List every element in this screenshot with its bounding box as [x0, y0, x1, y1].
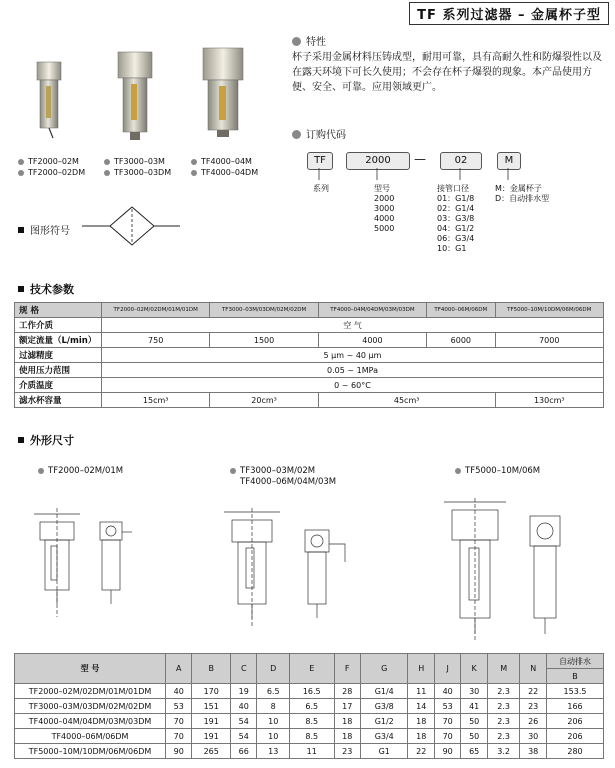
table-cell: 166: [547, 699, 604, 714]
model-label: 型号: [374, 184, 390, 193]
spec-value: 750: [102, 333, 210, 348]
table-cell: 8.5: [289, 729, 334, 744]
table-cell: 206: [547, 729, 604, 744]
port-item: 03：G3/8: [437, 214, 475, 223]
dim-header-cell: B: [192, 654, 231, 684]
table-cell: 50: [461, 714, 487, 729]
table-cell: 70: [434, 729, 460, 744]
spec-value: 15cm³: [102, 393, 210, 408]
table-cell: 41: [461, 699, 487, 714]
table-cell: 10: [257, 714, 290, 729]
product-caption-2: [104, 156, 171, 178]
spec-label: 使用压力范围: [15, 363, 102, 378]
drawing-label-1: TF2000–02M/01M: [38, 466, 123, 477]
model-list: [374, 184, 394, 234]
cup-item: M：金属杯子: [495, 184, 542, 193]
spec-header-cell: 规 格: [15, 303, 102, 318]
spec-header-cell: TF3000–03M/03DM/02M/02DM: [210, 303, 318, 318]
spec-row-flow: [15, 333, 604, 348]
spec-table: [14, 302, 604, 408]
table-cell: G3/8: [360, 699, 408, 714]
table-cell: 70: [166, 714, 192, 729]
spec-row-medium: [15, 318, 604, 333]
table-cell: 2.3: [487, 684, 520, 699]
dim-header-cell: J: [434, 654, 460, 684]
table-cell: 153.5: [547, 684, 604, 699]
dim-header-cell: M: [487, 654, 520, 684]
dimensions-table: [14, 653, 604, 759]
port-item: 04：G1/2: [437, 224, 475, 233]
spec-label: 介质温度: [15, 378, 102, 393]
table-row: [15, 699, 604, 714]
table-cell: 206: [547, 714, 604, 729]
product-model-a: TF3000–03M: [114, 157, 165, 166]
spec-row-pressure: [15, 363, 604, 378]
table-cell: TF4000–06M/06DM: [15, 729, 166, 744]
spec-header-row: [15, 303, 604, 318]
table-cell: 18: [408, 729, 434, 744]
spec-value: 130cm³: [495, 393, 603, 408]
port-item: 06：G3/4: [437, 234, 475, 243]
spec-value: 0 ~ 60°C: [102, 378, 604, 393]
product-caption-1: [18, 156, 85, 178]
product-caption-3: [191, 156, 258, 178]
table-cell: 53: [166, 699, 192, 714]
model-item: 3000: [374, 204, 395, 213]
table-cell: 6.5: [289, 699, 334, 714]
dim-header-cell: K: [461, 654, 487, 684]
product-model-b: TF4000–04DM: [201, 168, 259, 177]
table-cell: 16.5: [289, 684, 334, 699]
product-model-a: TF4000–04M: [201, 157, 252, 166]
table-row: [15, 714, 604, 729]
table-cell: 11: [408, 684, 434, 699]
table-cell: 2.3: [487, 729, 520, 744]
dimensions-heading: 外形尺寸: [18, 432, 74, 448]
table-cell: 40: [166, 684, 192, 699]
port-item: 02：G1/4: [437, 204, 475, 213]
dim-header-cell: C: [231, 654, 257, 684]
filter-symbol-icon: [82, 205, 182, 247]
dim-header-cell: D: [257, 654, 290, 684]
product-model-a: TF2000–02M: [28, 157, 79, 166]
spec-header-cell: TF2000–02M/02DM/01M/01DM: [102, 303, 210, 318]
spec-header-cell: TF4000–04M/04DM/03M/03DM: [318, 303, 426, 318]
code-connector-lines: [300, 168, 530, 182]
table-cell: 22: [520, 684, 547, 699]
product-model-b: TF3000–03DM: [114, 168, 172, 177]
table-cell: 28: [334, 684, 360, 699]
model-item: 2000: [374, 194, 395, 203]
code-box-cup: M: [497, 152, 521, 170]
table-cell: G1: [360, 744, 408, 759]
spec-value: 4000: [318, 333, 426, 348]
table-cell: 90: [166, 744, 192, 759]
dim-header-cell: E: [289, 654, 334, 684]
spec-value: 5 μm ~ 40 μm: [102, 348, 604, 363]
features-text: 杯子采用金属材料压铸成型，耐用可靠，具有高耐久性和防爆裂性以及在露天环境下可长久使用；不会存在杯子爆裂的现象。本产品使用方便、安全、可靠。应用领域更广。: [292, 52, 602, 93]
spec-header-cell: TF4000–06M/06DM: [427, 303, 495, 318]
order-code-heading: 订购代码: [292, 126, 346, 141]
dim-header-cell: N: [520, 654, 547, 684]
dim-header-cell: H: [408, 654, 434, 684]
code-box-model: 2000: [346, 152, 410, 170]
drawing-tf3000-tf4000: [224, 508, 345, 627]
table-cell: 170: [192, 684, 231, 699]
table-cell: TF3000–03M/03DM/02M/02DM: [15, 699, 166, 714]
dim-header-cell: F: [334, 654, 360, 684]
table-cell: 30: [461, 684, 487, 699]
table-cell: 8: [257, 699, 290, 714]
table-cell: 22: [408, 744, 434, 759]
port-item: 10：G1: [437, 244, 467, 253]
table-cell: 23: [520, 699, 547, 714]
series-label: 系列: [313, 184, 329, 193]
dim-header-row: [15, 654, 604, 669]
spec-value: 45cm³: [318, 393, 495, 408]
dim-header-cell: B: [547, 669, 604, 684]
table-cell: 8.5: [289, 714, 334, 729]
code-box-series: TF: [307, 152, 333, 170]
drawing-tf2000: [34, 508, 132, 617]
table-cell: 54: [231, 729, 257, 744]
spec-value: 空 气: [102, 318, 604, 333]
table-cell: TF2000–02M/02DM/01M/01DM: [15, 684, 166, 699]
product-photos: [20, 40, 260, 155]
table-cell: 40: [434, 684, 460, 699]
table-row: [15, 729, 604, 744]
table-cell: 66: [231, 744, 257, 759]
table-cell: 54: [231, 714, 257, 729]
table-cell: 18: [408, 714, 434, 729]
cup-item: D：自动排水型: [495, 194, 550, 203]
table-cell: 191: [192, 714, 231, 729]
spec-label: 过滤精度: [15, 348, 102, 363]
table-cell: 191: [192, 729, 231, 744]
table-cell: 17: [334, 699, 360, 714]
page-title: TF 系列过滤器 – 金属杯子型: [409, 2, 609, 25]
table-cell: 70: [434, 714, 460, 729]
dim-header-cell: G: [360, 654, 408, 684]
table-cell: TF4000–04M/04DM/03M/03DM: [15, 714, 166, 729]
spec-header-cell: TF5000–10M/10DM/06M/06DM: [495, 303, 603, 318]
table-cell: 265: [192, 744, 231, 759]
table-cell: 18: [334, 714, 360, 729]
spec-value: 7000: [495, 333, 603, 348]
table-cell: G1/2: [360, 714, 408, 729]
table-cell: 38: [520, 744, 547, 759]
drawing-label-2: TF3000–03M/02M TF4000–06M/04M/03M: [230, 466, 336, 488]
product-photo-tf4000: [203, 48, 243, 137]
table-cell: 70: [166, 729, 192, 744]
drawing-label-3: TF5000–10M/06M: [455, 466, 540, 477]
symbol-heading: 图形符号: [18, 222, 70, 237]
table-cell: 151: [192, 699, 231, 714]
code-box-port: 02: [440, 152, 482, 170]
spec-value: 6000: [427, 333, 495, 348]
table-cell: 19: [231, 684, 257, 699]
table-cell: 53: [434, 699, 460, 714]
table-row: [15, 684, 604, 699]
port-item: 01：G1/8: [437, 194, 475, 203]
table-row: [15, 744, 604, 759]
dim-header-cell: 型 号: [15, 654, 166, 684]
dim-header-cell: A: [166, 654, 192, 684]
product-photo-tf2000: [37, 62, 61, 138]
table-cell: 14: [408, 699, 434, 714]
spec-row-cup: [15, 393, 604, 408]
table-cell: 280: [547, 744, 604, 759]
dimension-drawings: [20, 492, 600, 642]
drawing-tf5000: [444, 498, 560, 640]
table-cell: 90: [434, 744, 460, 759]
table-cell: TF5000–10M/10DM/06M/06DM: [15, 744, 166, 759]
table-cell: 50: [461, 729, 487, 744]
spec-label: 滤水杯容量: [15, 393, 102, 408]
table-cell: 2.3: [487, 714, 520, 729]
table-cell: 10: [257, 729, 290, 744]
model-item: 4000: [374, 214, 395, 223]
dim-header-cell: 自动排水: [547, 654, 604, 669]
spec-label: 额定流量（L/min）: [15, 333, 102, 348]
spec-heading: 技术参数: [18, 281, 74, 297]
table-cell: 3.2: [487, 744, 520, 759]
spec-value: 1500: [210, 333, 318, 348]
code-dash: —: [414, 152, 426, 166]
spec-value: 0.05 ~ 1MPa: [102, 363, 604, 378]
table-cell: 2.3: [487, 699, 520, 714]
table-cell: G1/4: [360, 684, 408, 699]
product-model-b: TF2000–02DM: [28, 168, 86, 177]
features-heading: 特性: [292, 33, 326, 48]
table-cell: G3/4: [360, 729, 408, 744]
table-cell: 40: [231, 699, 257, 714]
table-cell: 6.5: [257, 684, 290, 699]
table-cell: 23: [334, 744, 360, 759]
table-cell: 18: [334, 729, 360, 744]
cup-list: [495, 184, 549, 204]
table-cell: 13: [257, 744, 290, 759]
spec-row-temp: [15, 378, 604, 393]
model-item: 5000: [374, 224, 395, 233]
port-label: 接管口径: [437, 184, 469, 193]
product-photo-tf3000: [118, 52, 152, 140]
spec-row-precision: [15, 348, 604, 363]
table-cell: 26: [520, 714, 547, 729]
table-cell: 65: [461, 744, 487, 759]
table-cell: 11: [289, 744, 334, 759]
port-list: [437, 184, 474, 254]
spec-value: 20cm³: [210, 393, 318, 408]
table-cell: 30: [520, 729, 547, 744]
spec-label: 工作介质: [15, 318, 102, 333]
